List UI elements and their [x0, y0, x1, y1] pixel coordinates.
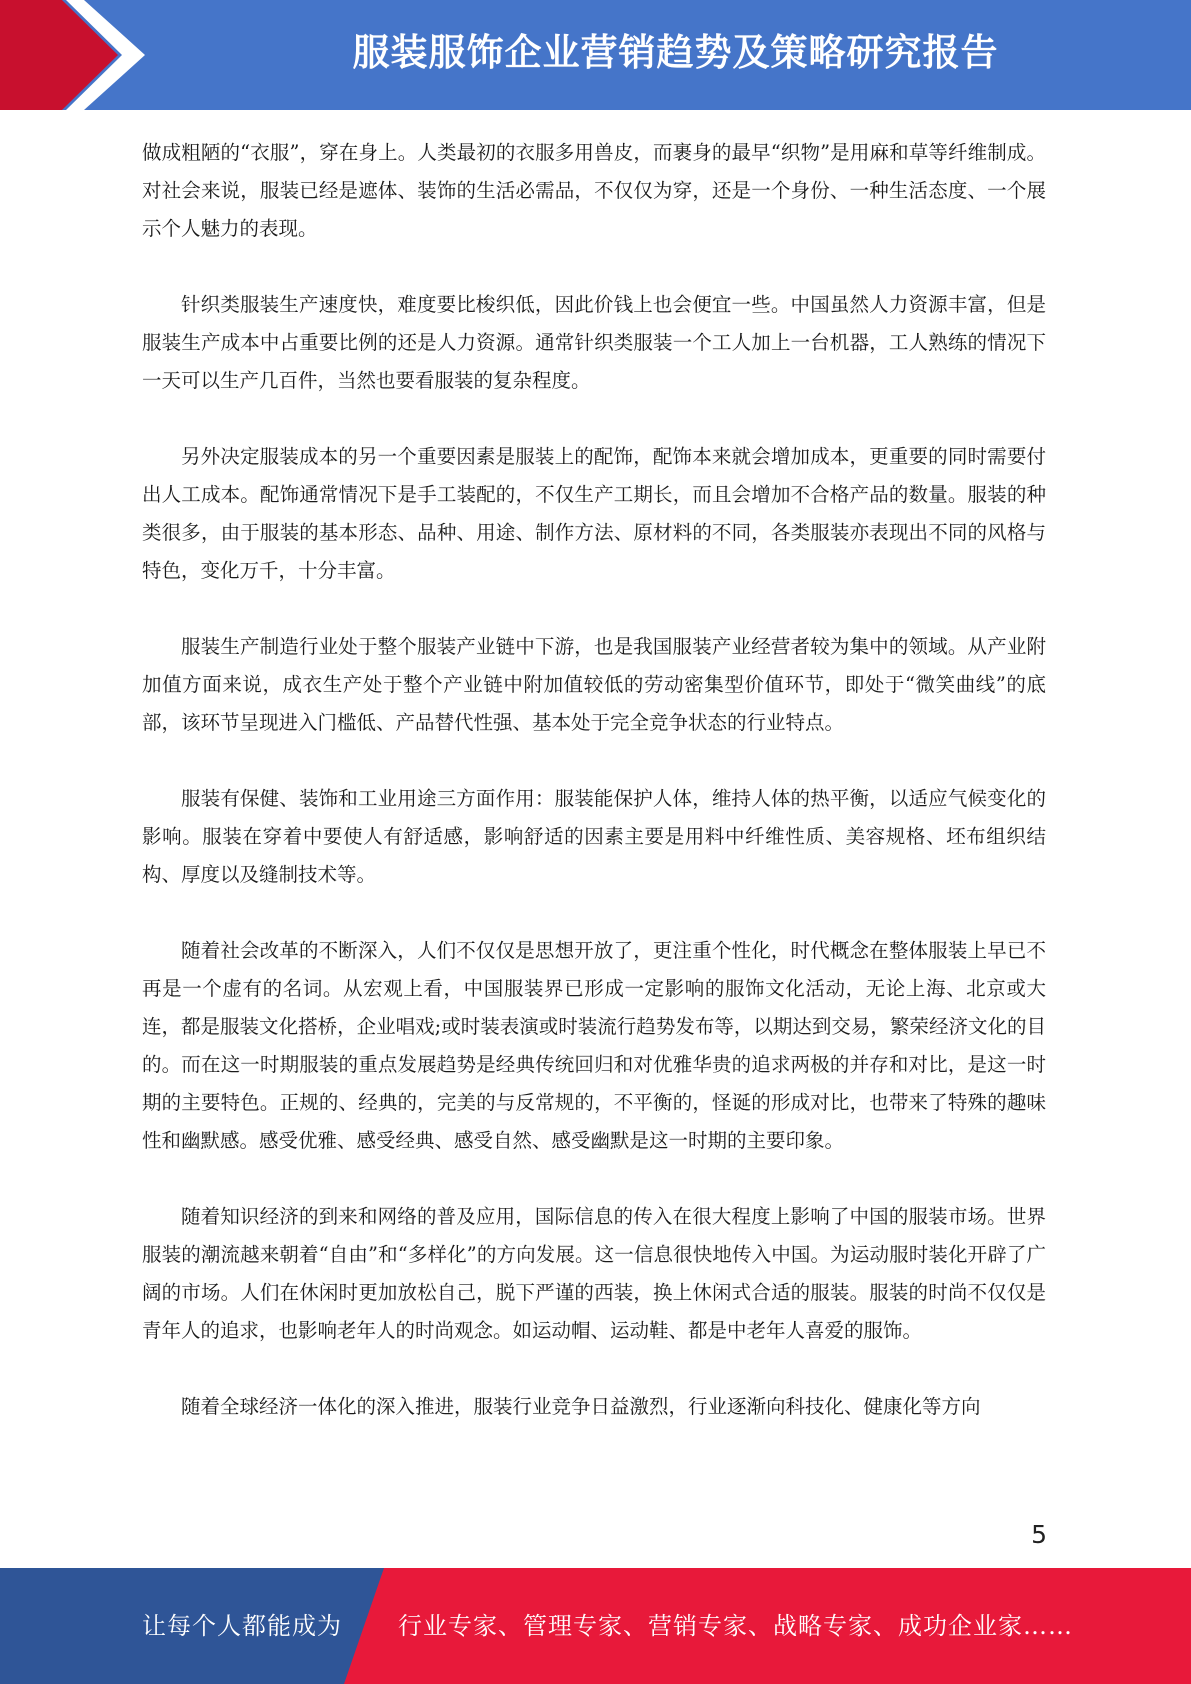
header-chevron-graphic	[0, 0, 160, 110]
paragraph: 随着知识经济的到来和网络的普及应用，国际信息的传入在很大程度上影响了中国的服装市场。世界服装的潮流越来朝着“自由”和“多样化”的方向发展。这一信息很快地传入中国。为运动服时装化开辟了广阔的市场。人们在休闲时更加放松自己，脱下严谨的西装，换上休闲式合适的服装。服装的时尚不仅仅是青年人的追求，也影响老年人的时尚观念。如运动帽、运动鞋、都是中老年人喜爱的服饰。	[142, 1205, 1046, 1342]
document-title: 服装服饰企业营销趋势及策略研究报告	[352, 31, 999, 74]
footer-banner	[0, 1568, 1191, 1684]
paragraph: 服装有保健、装饰和工业用途三方面作用：服装能保护人体，维持人体的热平衡，以适应气候变化的影响。服装在穿着中要使人有舒适感，影响舒适的因素主要是用料中纤维性质、美容规格、坯布组织结构、厚度以及缝制技术等。	[142, 787, 1046, 886]
footer-slogan-right: 行业专家、管理专家、营销专家、战略专家、成功企业家……	[398, 1612, 1073, 1640]
document-body	[142, 134, 1046, 1464]
paragraph: 做成粗陋的“衣服”，穿在身上。人类最初的衣服多用兽皮，而裹身的最早“织物”是用麻和草等纤维制成。对社会来说，服装已经是遮体、装饰的生活必需品，不仅仅为穿，还是一个身份、一种生活态度、一个展示个人魅力的表现。	[142, 141, 1046, 240]
header-banner	[0, 0, 1191, 110]
paragraph: 服装生产制造行业处于整个服装产业链中下游，也是我国服装产业经营者较为集中的领域。从产业附加值方面来说，成衣生产处于整个产业链中附加值较低的劳动密集型价值环节，即处于“微笑曲线”的底部，该环节呈现进入门槛低、产品替代性强、基本处于完全竞争状态的行业特点。	[142, 635, 1046, 734]
paragraph: 随着社会改革的不断深入，人们不仅仅是思想开放了，更注重个性化，时代概念在整体服装上早已不再是一个虚有的名词。从宏观上看，中国服装界已形成一定影响的服饰文化活动，无论上海、北京或大连，都是服装文化搭桥，企业唱戏;或时装表演或时装流行趋势发布等，以期达到交易，繁荣经济文化的目的。而在这一时期服装的重点发展趋势是经典传统回归和对优雅华贵的追求两极的并存和对比，是这一时期的主要特色。正规的、经典的，完美的与反常规的，不平衡的，怪诞的形成对比，也带来了特殊的趣味性和幽默感。感受优雅、感受经典、感受自然、感受幽默是这一时期的主要印象。	[142, 939, 1046, 1152]
footer-slogan-left: 让每个人都能成为	[142, 1612, 342, 1640]
paragraph: 针织类服装生产速度快，难度要比梭织低，因此价钱上也会便宜一些。中国虽然人力资源丰富，但是服装生产成本中占重要比例的还是人力资源。通常针织类服装一个工人加上一台机器，工人熟练的情况下一天可以生产几百件，当然也要看服装的复杂程度。	[142, 293, 1046, 392]
page-number: 5	[1031, 1520, 1047, 1549]
paragraph: 随着全球经济一体化的深入推进，服装行业竞争日益激烈，行业逐渐向科技化、健康化等方向	[181, 1395, 981, 1418]
paragraph: 另外决定服装成本的另一个重要因素是服装上的配饰，配饰本来就会增加成本，更重要的同时需要付出人工成本。配饰通常情况下是手工装配的，不仅生产工期长，而且会增加不合格产品的数量。服装的种类很多，由于服装的基本形态、品种、用途、制作方法、原材料的不同，各类服装亦表现出不同的风格与特色，变化万千，十分丰富。	[142, 445, 1046, 582]
